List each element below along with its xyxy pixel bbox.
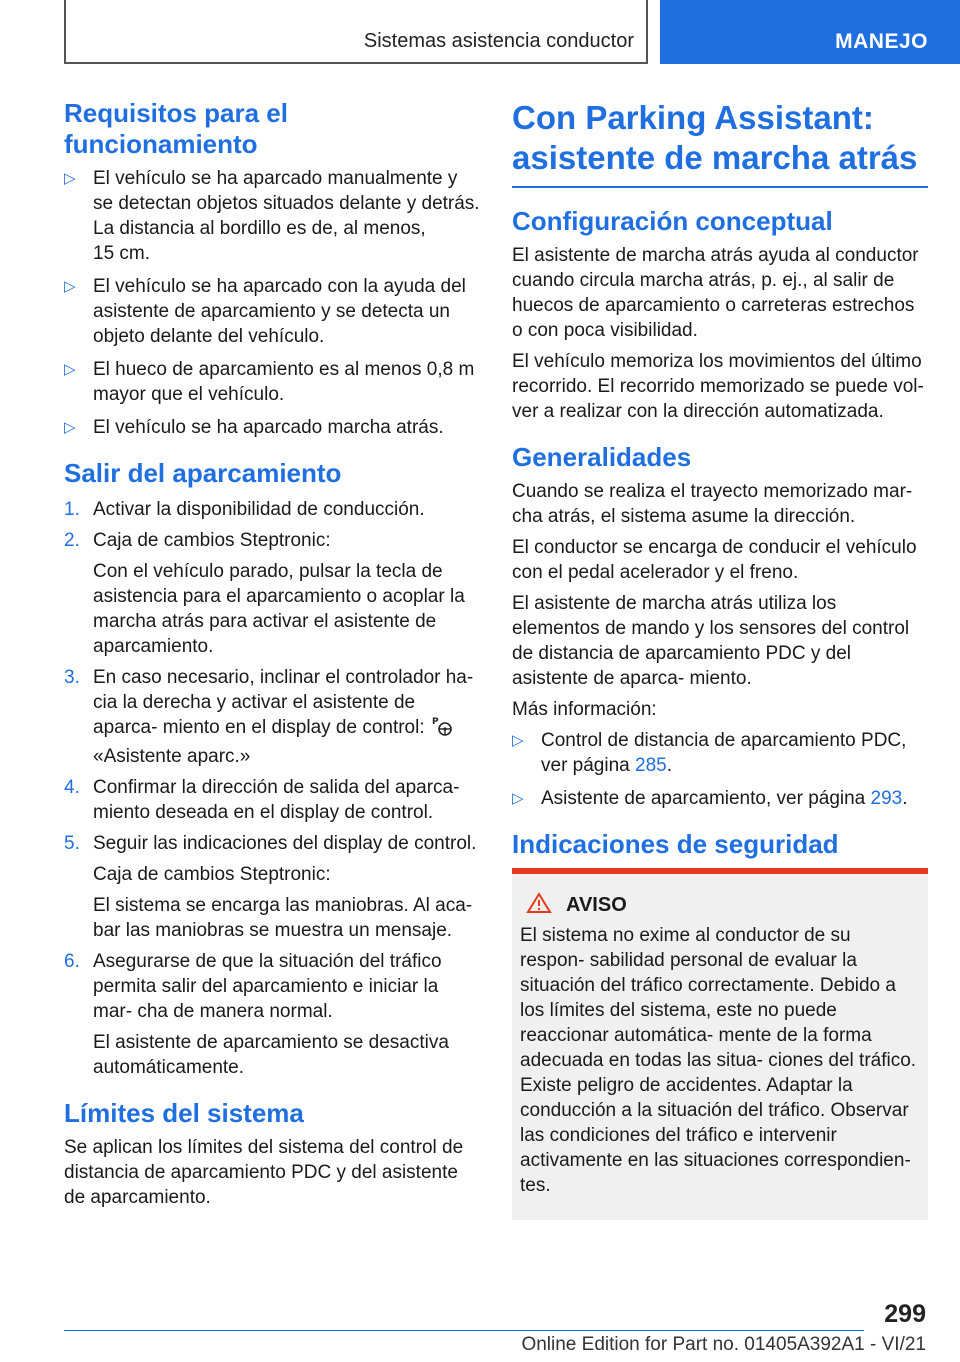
step-6-detail: El asistente de aparcamiento se desactiva automáticamente. xyxy=(93,1032,449,1078)
warning-label: AVISO xyxy=(566,894,627,916)
footer-divider xyxy=(64,1330,864,1331)
requirement-item: ▷ El hueco de aparcamiento es al menos 0,8 m mayor que el vehículo. xyxy=(64,359,475,405)
step-4: 4. Confirmar la dirección de salida del aparca‐ miento deseada en el display de control. xyxy=(64,777,460,823)
requirement-item: ▷ El vehículo se ha aparcado con la ayuda del asistente de aparcamiento y se detecta un objeto delante del vehículo. xyxy=(64,276,466,347)
triangle-bullet-icon: ▷ xyxy=(64,361,76,378)
step-2: 2. Caja de cambios Steptronic: xyxy=(64,530,331,551)
more-info-label: Más información: xyxy=(512,699,657,720)
triangle-bullet-icon: ▷ xyxy=(64,419,76,436)
title-divider xyxy=(512,186,928,188)
right-column xyxy=(512,98,928,1220)
header-section-title: Sistemas asistencia conductor xyxy=(363,30,634,52)
triangle-bullet-icon: ▷ xyxy=(512,790,524,807)
warning-triangle-icon xyxy=(526,892,552,919)
svg-text:P: P xyxy=(431,717,439,727)
concept-paragraph: El vehículo memoriza los movimientos del último recorrido. El recorrido memorizado se puede vol‐ ver a realizar con la dirección automatizada. xyxy=(512,351,924,422)
page-link-285[interactable]: 285 xyxy=(635,755,667,776)
page-number: 299 xyxy=(884,1300,926,1328)
requirements-heading: Requisitos para el funcionamiento xyxy=(64,98,288,159)
section-title: Con Parking Assistant: asistente de marcha atrás xyxy=(512,99,918,176)
exit-parking-heading: Salir del aparcamiento xyxy=(64,458,342,488)
warning-header xyxy=(520,892,920,919)
step-1: 1. Activar la disponibilidad de conducción. xyxy=(64,499,425,520)
left-column xyxy=(64,98,480,1216)
header-chapter-label: MANEJO xyxy=(835,30,928,53)
general-heading: Generalidades xyxy=(512,442,692,472)
concept-paragraph: El asistente de marcha atrás ayuda al conductor cuando circula marcha atrás, p. ej., al salir de huecos de aparcamiento o carreteras estrechos o con poca visibilidad. xyxy=(512,245,919,341)
general-paragraph: El conductor se encarga de conducir el vehículo con el pedal acelerador y el freno. xyxy=(512,537,917,583)
general-paragraph: El asistente de marcha atrás utiliza los elementos de mando y los sensores del control de distancia de aparcamiento PDC y del asistente de aparca‐ miento. xyxy=(512,593,910,689)
system-limits-heading: Límites del sistema xyxy=(64,1098,304,1128)
step-5: 5. Seguir las indicaciones del display de control. xyxy=(64,833,477,854)
step-2-detail: Con el vehículo parado, pulsar la tecla de asistencia para el aparcamiento o acoplar la marcha atrás para activar el asistente de aparcamiento. xyxy=(93,561,465,657)
warning-text: El sistema no exime al conductor de su respon‐ sabilidad personal de evaluar la situación del tráfico correctamente. Debido a los límites del sistema, este no puede reaccionar automática‐ mente de la forma adecuada en todas las situa‐ ciones del tráfico. Existe peligro de accidentes. Adaptar la conducción a la situación del tráfico. Observar las condiciones del tráfico e intervenir activamente en las situaciones correspondien‐ tes. xyxy=(520,925,917,1196)
step-5-detail: Caja de cambios Steptronic: xyxy=(93,864,331,885)
safety-heading: Indicaciones de seguridad xyxy=(512,829,839,859)
parking-assist-icon xyxy=(431,715,453,744)
header-chapter-tab xyxy=(660,0,960,64)
triangle-bullet-icon: ▷ xyxy=(512,732,524,749)
step-3: 3. En caso necesario, inclinar el controlador ha‐ cia la derecha y activar el asistente de aparca‐ miento en el display de control: P «Asistente aparc.» xyxy=(64,667,474,767)
triangle-bullet-icon: ▷ xyxy=(64,170,76,187)
step-6: 6. Asegurarse de que la situación del tráfico permita salir del aparcamiento e iniciar la mar‐ cha de manera normal. xyxy=(64,951,442,1022)
triangle-bullet-icon: ▷ xyxy=(64,278,76,295)
header-section-box xyxy=(64,0,648,64)
reference-item: ▷ Control de distancia de aparcamiento PDC, ver página 285. xyxy=(512,730,907,776)
warning-box xyxy=(512,868,928,1220)
concept-heading: Configuración conceptual xyxy=(512,206,833,236)
reference-item: ▷ Asistente de aparcamiento, ver página 293. xyxy=(512,788,908,809)
system-limits-text: Se aplican los límites del sistema del control de distancia de aparcamiento PDC y del asistente de aparcamiento. xyxy=(64,1137,464,1208)
page-link-293[interactable]: 293 xyxy=(870,788,903,809)
requirement-item: ▷ El vehículo se ha aparcado marcha atrás. xyxy=(64,417,444,438)
requirement-item: ▷ El vehículo se ha aparcado manualmente y se detectan objetos situados delante y detrás. La distancia al bordillo es de, al menos, 15 cm. xyxy=(64,168,480,264)
general-paragraph: Cuando se realiza el trayecto memorizado mar‐ cha atrás, el sistema asume la dirección. xyxy=(512,481,913,527)
step-5-detail: El sistema se encarga las maniobras. Al aca‐ bar las maniobras se muestra un mensaje. xyxy=(93,895,473,941)
footer-edition: Online Edition for Part no. 01405A392A1 - VI/21 xyxy=(521,1334,926,1355)
